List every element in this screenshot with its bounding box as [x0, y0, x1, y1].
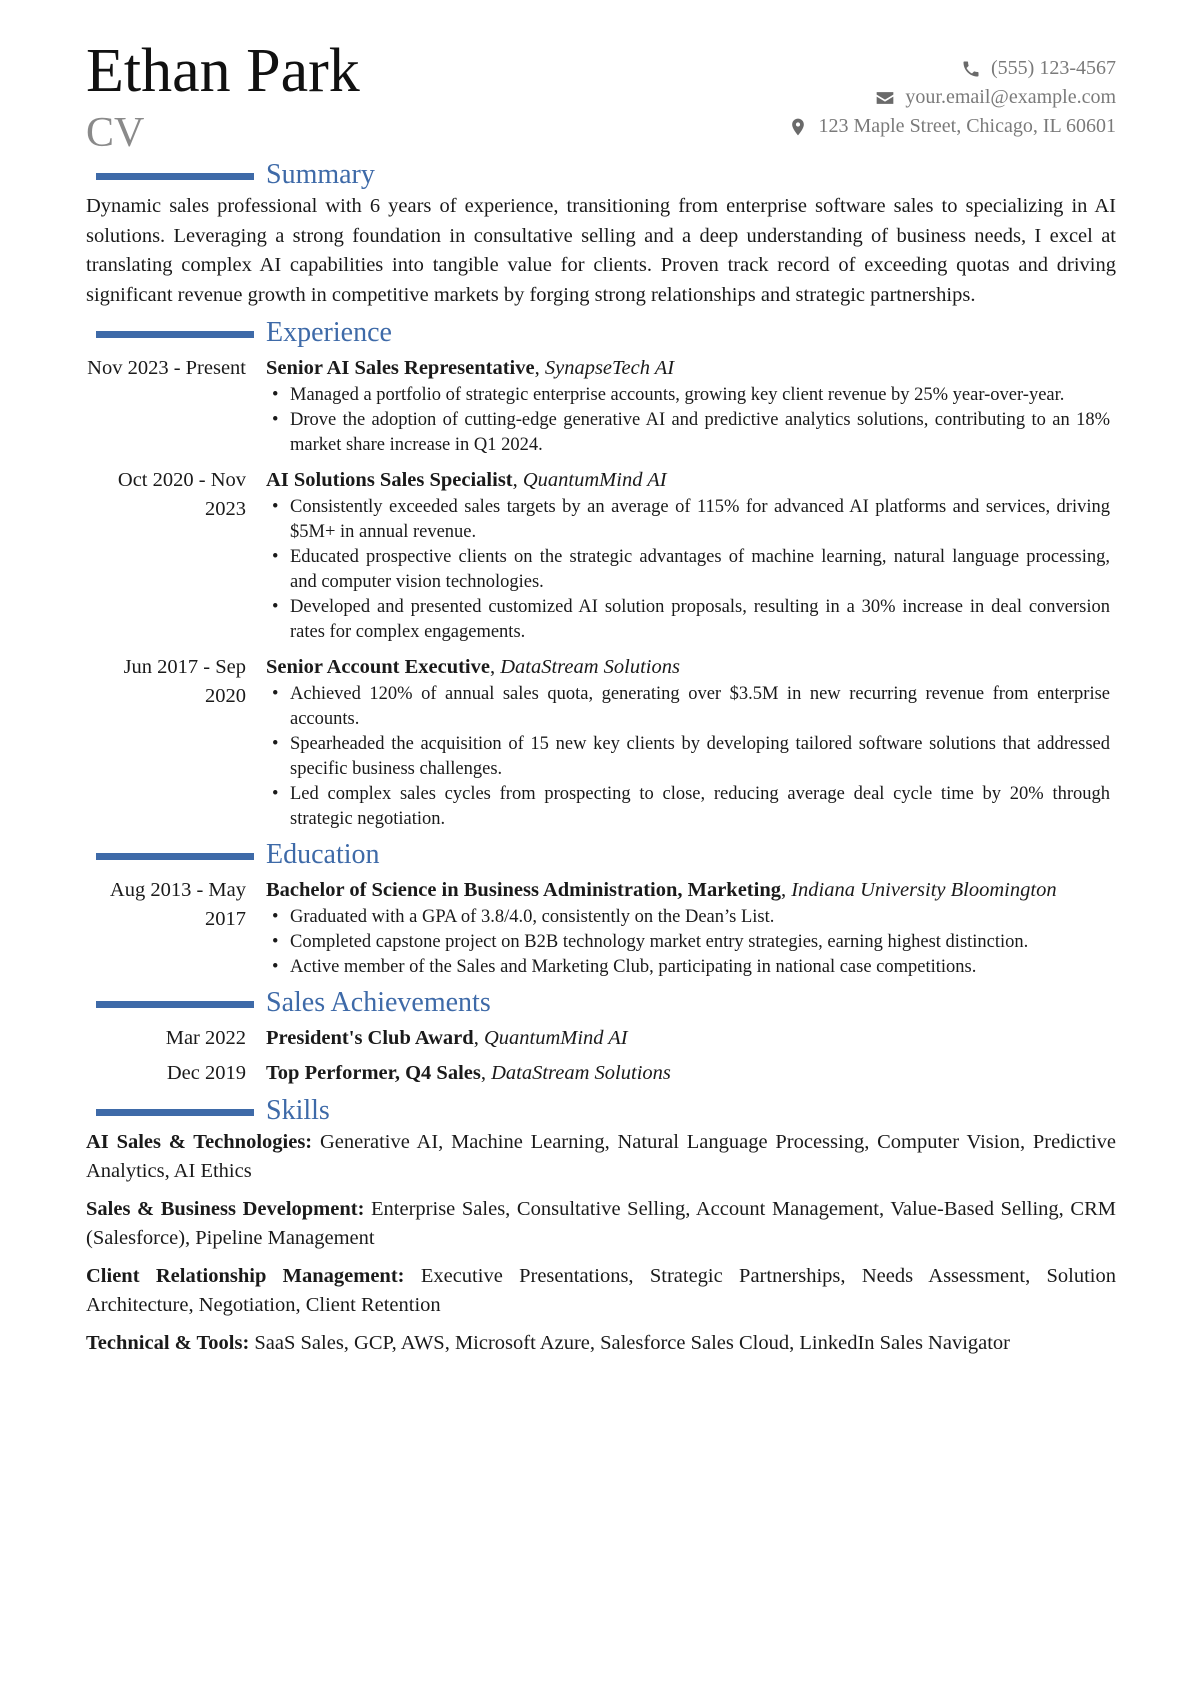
skill-text: Enterprise Sales, Consultative Selling, Account Management, Value-Based Selling, CRM (Salesforce), Pipeline Management: [86, 1198, 1116, 1249]
section-title: Skills: [266, 1095, 330, 1126]
entry-date: Nov 2023 - Present: [87, 357, 246, 379]
entry-org: QuantumMind AI: [522, 469, 667, 491]
entry-title: Senior Account Executive, DataStream Solutions: [266, 656, 680, 678]
entry-org: Indiana University Bloomington: [791, 879, 1057, 901]
address-text: 123 Maple Street, Chicago, IL 60601: [818, 115, 1116, 137]
bullet-item: • Developed and presented customized AI solution proposals, resulting in a 30% increase in deal conversion rates for complex engagements.: [266, 595, 1116, 645]
entry-date: Aug 2013 - May 2017: [109, 879, 246, 930]
skill-label: Sales & Business Development:: [86, 1198, 365, 1220]
section-bar: [96, 853, 254, 860]
entry-org: DataStream Solutions: [500, 656, 680, 678]
section-heading: [96, 158, 1116, 192]
bullet-item: • Completed capstone project on B2B technology market entry strategies, earning highest distinction.: [266, 930, 1116, 955]
section-title: Sales Achievements: [266, 987, 491, 1018]
section-title: Education: [266, 839, 380, 870]
phone-text: (555) 123-4567: [991, 57, 1116, 79]
section-title: Experience: [266, 317, 392, 348]
education-entry: [86, 876, 1116, 980]
bullet-item: • Consistently exceeded sales targets by an average of 115% for advanced AI platforms and services, driving $5M+ in annual revenue.: [266, 495, 1116, 545]
skill-group: [86, 1195, 1116, 1253]
contact-email[interactable]: [788, 83, 1116, 112]
achievements-section: [86, 986, 1116, 1088]
entry-role: Senior Account Executive: [266, 656, 490, 678]
header: [86, 37, 1116, 158]
skill-text: Generative AI, Machine Learning, Natural Language Processing, Computer Vision, Predictive Analytics, AI Ethics: [86, 1131, 1117, 1182]
summary-text: Dynamic sales professional with 6 years of experience, transitioning from enterprise software sales to specializing in AI solutions. Leveraging a strong foundation in consultative selling and a deep understanding of business needs, I excel at translating complex AI capabilities into tangible value for clients. Proven track record of exceeding quotas and driving significant revenue growth in competitive markets by forging strong relationships and strategic partnerships.: [86, 195, 1116, 306]
skills-section: [86, 1094, 1116, 1358]
entry-title: President's Club Award, QuantumMind AI: [266, 1027, 628, 1049]
entry-role: Top Performer, Q4 Sales: [266, 1062, 481, 1084]
entry-date: Dec 2019: [166, 1062, 246, 1084]
skill-label: Client Relationship Management:: [86, 1265, 405, 1287]
bullet-item: • Achieved 120% of annual sales quota, generating over $3.5M in new recurring revenue from enterprise accounts.: [266, 682, 1116, 732]
skill-group: [86, 1329, 1116, 1358]
contact-phone[interactable]: [788, 54, 1116, 83]
email-text: your.email@example.com: [905, 86, 1116, 108]
skill-label: Technical & Tools:: [86, 1332, 250, 1354]
section-title: Summary: [266, 159, 375, 190]
entry-title: Bachelor of Science in Business Administration, Marketing, Indiana University Bloomington: [266, 879, 1057, 901]
entry-date: Mar 2022: [165, 1027, 246, 1049]
section-bar: [96, 1109, 254, 1116]
achievement-entry: [86, 1059, 1116, 1088]
bullet-item: • Managed a portfolio of strategic enterprise accounts, growing key client revenue by 25% year-over-year.: [266, 383, 1116, 408]
bullet-list: [266, 682, 1116, 832]
section-heading: [96, 1094, 1116, 1128]
skill-text: SaaS Sales, GCP, AWS, Microsoft Azure, Salesforce Sales Cloud, LinkedIn Sales Navigator: [254, 1332, 1011, 1354]
entry-date: Oct 2020 - Nov 2023: [117, 469, 246, 520]
bullet-list: [266, 495, 1116, 645]
bullet-item: • Drove the adoption of cutting-edge generative AI and predictive analytics solutions, contributing to an 18% market share increase in Q1 2024.: [266, 408, 1116, 458]
document-subtitle: CV: [86, 110, 145, 156]
bullet-list: [266, 383, 1116, 458]
section-heading: [96, 316, 1116, 350]
summary-section: [86, 158, 1116, 310]
cv-page: [86, 37, 1117, 1367]
skill-text: Executive Presentations, Strategic Partnerships, Needs Assessment, Solution Architecture, Negotiation, Client Retention: [86, 1265, 1116, 1316]
skill-group: [86, 1128, 1116, 1186]
section-bar: [96, 173, 254, 180]
skill-group: [86, 1262, 1116, 1320]
phone-icon: [961, 59, 981, 79]
bullet-item: • Spearheaded the acquisition of 15 new key clients by developing tailored software solutions that addressed specific business challenges.: [266, 732, 1116, 782]
bullet-item: • Active member of the Sales and Marketing Club, participating in national case competitions.: [266, 955, 1116, 980]
entry-org: QuantumMind AI: [483, 1027, 628, 1049]
experience-entry: [86, 354, 1116, 458]
entry-org: DataStream Solutions: [491, 1062, 671, 1084]
bullet-item: • Graduated with a GPA of 3.8/4.0, consistently on the Dean’s List.: [266, 905, 1116, 930]
experience-entry: [86, 653, 1116, 832]
skill-label: AI Sales & Technologies:: [86, 1131, 313, 1153]
experience-section: [86, 316, 1116, 832]
section-bar: [96, 1001, 254, 1008]
entry-title: AI Solutions Sales Specialist, QuantumMind AI: [266, 469, 667, 491]
entry-role: AI Solutions Sales Specialist: [266, 469, 513, 491]
bullet-list: [266, 905, 1116, 980]
entry-org: SynapseTech AI: [544, 357, 675, 379]
entry-date: Jun 2017 - Sep 2020: [123, 656, 246, 707]
entry-role: President's Club Award: [266, 1027, 474, 1049]
experience-entry: [86, 466, 1116, 645]
entry-role: Bachelor of Science in Business Administration, Marketing: [266, 879, 781, 901]
map-marker-icon: [788, 117, 808, 137]
entry-title: Senior AI Sales Representative, SynapseTech AI: [266, 357, 675, 379]
entry-role: Senior AI Sales Representative: [266, 357, 535, 379]
education-section: [86, 838, 1116, 980]
achievement-entry: [86, 1024, 1116, 1053]
person-name: Ethan Park: [86, 37, 360, 105]
section-heading: [96, 986, 1116, 1020]
bullet-item: • Educated prospective clients on the strategic advantages of machine learning, natural language processing, and computer vision technologies.: [266, 545, 1116, 595]
contact-info: [788, 54, 1116, 141]
section-bar: [96, 331, 254, 338]
envelope-icon: [875, 88, 895, 108]
section-heading: [96, 838, 1116, 872]
entry-title: Top Performer, Q4 Sales, DataStream Solutions: [266, 1062, 671, 1084]
bullet-item: • Led complex sales cycles from prospecting to close, reducing average deal cycle time by 20% through strategic negotiation.: [266, 782, 1116, 832]
contact-address: [788, 112, 1116, 141]
